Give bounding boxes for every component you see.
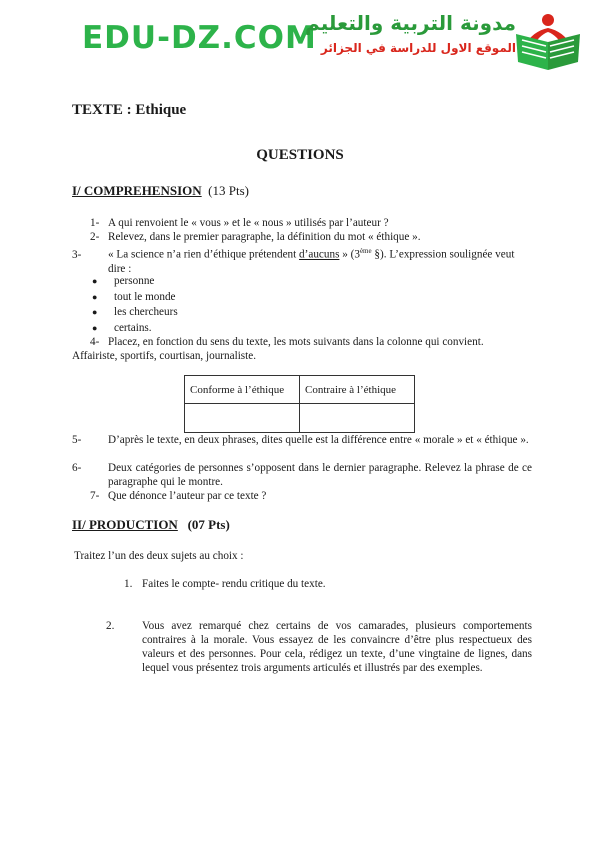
question-text: §). L’expression soulignée veut dire : xyxy=(108,248,515,275)
comprehension-heading xyxy=(72,183,249,199)
questions-title: QUESTIONS xyxy=(256,147,344,163)
question-number: 4- xyxy=(90,336,100,348)
question-2 xyxy=(90,230,421,244)
question-text: Placez, en fonction du sens du texte, les mots suivants dans la colonne qui convient. xyxy=(108,336,484,348)
question-text: Deux catégories de personnes s’opposent dans le dernier paragraphe. Relevez la phrase de ce paragraphe qui le montre. xyxy=(108,462,532,488)
bullet-icon: ● xyxy=(92,292,98,302)
bullet-text: personne xyxy=(114,275,155,287)
bullet-item xyxy=(92,305,178,319)
comprehension-heading-label: I/ COMPREHENSION xyxy=(72,183,202,198)
texte-title: TEXTE : Ethique xyxy=(72,102,187,118)
subject-text: Vous avez remarqué chez certains de vos camarades, plusieurs comportements contraires à la morale. Vous essayez de les convaincre d’être plus respectueux des valeurs et des personnes. Pour cela, rédigez un texte, d’une vingtaine de lignes, dans lequel vous présentez trois arguments articulés et illustrés par des exemples. xyxy=(142,620,532,674)
site-header xyxy=(0,0,600,80)
bullet-icon: ● xyxy=(92,307,98,317)
arabic-site-title: مدونة التربية والتعليم xyxy=(305,11,516,35)
bullet-icon: ● xyxy=(92,323,98,333)
question-text: D’après le texte, en deux phrases, dites quelle est la différence entre « morale » et « éthique ». xyxy=(108,434,529,446)
table-cell-conforme xyxy=(185,404,300,433)
bullet-text: les chercheurs xyxy=(114,306,178,318)
comprehension-points: (13 Pts) xyxy=(208,183,249,198)
production-heading xyxy=(72,517,230,533)
subject-number: 1. xyxy=(124,578,133,590)
production-points: (07 Pts) xyxy=(187,517,230,532)
question-4-words: Affairiste, sportifs, courtisan, journaliste. xyxy=(72,350,257,362)
question-7 xyxy=(90,489,266,503)
question-number: 7- xyxy=(90,490,100,502)
production-intro: Traitez l’un des deux sujets au choix : xyxy=(74,550,244,562)
table-cell-contraire xyxy=(300,404,415,433)
table-header-conforme: Conforme à l’éthique xyxy=(185,376,300,404)
bullet-text: tout le monde xyxy=(114,291,176,303)
table-header-row xyxy=(185,376,415,404)
question-number: 5- xyxy=(72,434,82,446)
open-book-logo-icon xyxy=(510,12,586,74)
bullet-icon: ● xyxy=(92,276,98,286)
subject-1 xyxy=(124,577,326,591)
bullet-text: certains. xyxy=(114,322,152,334)
question-number: 6- xyxy=(72,462,82,474)
bullet-item xyxy=(92,274,154,288)
question-text: « La science n’a rien d’éthique prétendent xyxy=(108,248,300,261)
question-number: 2- xyxy=(90,231,100,243)
question-1 xyxy=(90,216,389,230)
question-text: Relevez, dans le premier paragraphe, la définition du mot « éthique ». xyxy=(108,231,421,243)
underlined-expression: d’aucuns xyxy=(299,248,340,261)
question-text: Que dénonce l’auteur par ce texte ? xyxy=(108,490,267,502)
question-text: A qui renvoient le « vous » et le « nous » utilisés par l’auteur ? xyxy=(108,217,389,229)
subject-2 xyxy=(106,619,532,675)
question-4 xyxy=(90,335,484,349)
question-number: 1- xyxy=(90,217,100,229)
ordinal-sup: ème xyxy=(359,247,372,255)
question-3 xyxy=(72,244,532,276)
subject-text: Faites le compte- rendu critique du texte. xyxy=(142,578,326,590)
question-number: 3- xyxy=(72,248,82,261)
arabic-branding xyxy=(276,10,516,58)
table-header-contraire: Contraire à l’éthique xyxy=(300,376,415,404)
subject-number: 2. xyxy=(106,620,115,632)
bullet-item xyxy=(92,321,152,335)
question-text: » (3 xyxy=(339,248,360,261)
table-row xyxy=(185,404,415,433)
site-logo-text[interactable]: EDU-DZ.COM xyxy=(82,20,317,56)
bullet-item xyxy=(92,290,176,304)
classification-table xyxy=(184,375,415,433)
production-heading-label: II/ PRODUCTION xyxy=(72,517,178,532)
arabic-site-subtitle: الموقع الاول للدراسة في الجزائر xyxy=(320,41,516,55)
question-6 xyxy=(72,461,532,489)
question-5 xyxy=(72,433,532,447)
